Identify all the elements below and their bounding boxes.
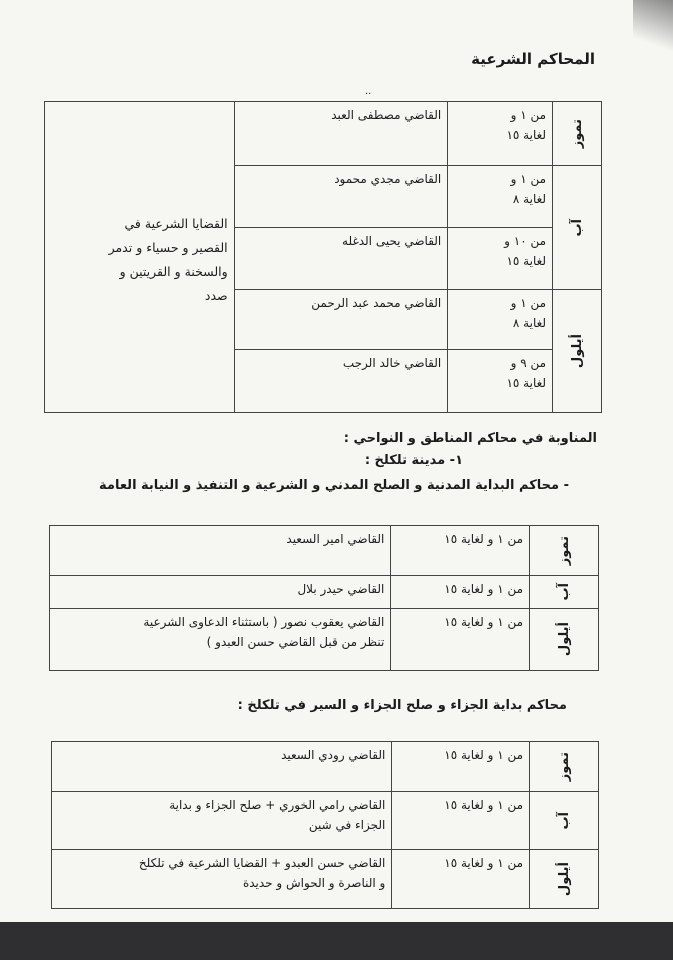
judge-name: القاضي حيدر بلال — [297, 582, 385, 596]
section-heading: محاكم بداية الجزاء و صلح الجزاء و السير في تلكلخ : — [237, 698, 567, 713]
month-label: تموز — [556, 535, 572, 566]
judge-cell — [234, 350, 448, 413]
page-corner-shadow — [633, 0, 673, 60]
range-text: من ١ و لغاية ١٥ — [444, 582, 524, 596]
range-cell — [448, 290, 553, 350]
month-cell — [530, 609, 599, 671]
judge-note: الجزاء في شين — [308, 818, 386, 832]
range-cell — [392, 742, 530, 792]
side-note-line: القضايا الشرعية في — [124, 216, 228, 231]
month-cell — [530, 850, 599, 909]
range-from: من ١ و — [510, 296, 547, 310]
side-note-line: والسخنة و القريتين و — [119, 264, 228, 279]
month-label: أيلول — [556, 861, 572, 897]
judge-name: القاضي امير السعيد — [286, 532, 385, 546]
range-text: من ١ و لغاية ١٥ — [444, 856, 524, 870]
month-label: أيلول — [556, 622, 572, 657]
month-label: أيلول — [569, 333, 585, 369]
month-label: آب — [556, 583, 572, 601]
judge-note: تنظر من قبل القاضي حسن العبدو ) — [206, 635, 385, 649]
judge-name: القاضي حسن العبدو + القضايا الشرعية في تلكلخ — [138, 856, 386, 870]
range-cell — [448, 350, 553, 413]
range-to: لغاية ١٥ — [506, 254, 547, 268]
judge-cell — [234, 228, 448, 290]
month-cell — [530, 526, 599, 576]
month-label: آب — [556, 811, 572, 830]
month-cell — [530, 742, 599, 792]
background-surface — [0, 922, 673, 960]
judge-cell — [234, 166, 448, 228]
courts-subheading: - محاكم البداية المدنية و الصلح المدني و الشرعية و التنفيذ و النيابة العامة — [99, 478, 569, 493]
side-note-line: صدد — [204, 288, 228, 303]
range-from: من ١ و — [510, 108, 547, 122]
judge-name: القاضي مجدي محمود — [334, 172, 442, 186]
month-cell — [553, 102, 602, 166]
judge-cell — [52, 792, 392, 850]
table-sharia-courts — [44, 101, 602, 413]
range-text: من ١ و لغاية ١٥ — [444, 615, 524, 629]
month-label: تموز — [556, 751, 572, 782]
month-label: تموز — [569, 118, 585, 149]
range-from: من ٩ و — [510, 356, 547, 370]
judge-cell — [234, 102, 448, 166]
range-from: من ١ و — [510, 172, 547, 186]
range-cell — [392, 792, 530, 850]
month-cell — [553, 290, 602, 413]
table-civil-courts — [49, 525, 599, 671]
judge-cell — [50, 526, 391, 576]
range-cell — [448, 102, 553, 166]
month-cell — [530, 792, 599, 850]
range-cell — [391, 576, 530, 609]
range-text: من ١ و لغاية ١٥ — [444, 532, 524, 546]
range-to: لغاية ٨ — [512, 316, 547, 330]
judge-cell — [234, 290, 448, 350]
range-cell — [448, 166, 553, 228]
range-cell — [391, 526, 530, 576]
range-text: من ١ و لغاية ١٥ — [444, 748, 524, 762]
range-to: لغاية ١٥ — [506, 128, 547, 142]
range-text: من ١ و لغاية ١٥ — [444, 798, 524, 812]
judge-cell — [50, 609, 391, 671]
judge-cell — [52, 742, 392, 792]
range-to: لغاية ١٥ — [506, 376, 547, 390]
judge-name: القاضي محمد عبد الرحمن — [311, 296, 442, 310]
month-cell — [530, 576, 599, 609]
range-cell — [392, 850, 530, 909]
side-note-line: القصير و حسياء و تدمر — [108, 240, 228, 255]
section-heading: المناوبة في محاكم المناطق و النواحي : — [343, 431, 597, 446]
judge-name: القاضي يحيى الدغله — [342, 234, 442, 248]
range-cell — [448, 228, 553, 290]
judge-name: القاضي خالد الرجب — [342, 356, 442, 370]
judge-name: القاضي رامي الخوري + صلح الجزاء و بداية — [169, 798, 386, 812]
month-cell — [553, 166, 602, 290]
range-from: من ١٠ و — [504, 234, 547, 248]
judge-name: القاضي رودي السعيد — [281, 748, 386, 762]
judge-note: و الناصرة و الحواش و حديدة — [242, 876, 386, 890]
judge-name: القاضي مصطفى العبد — [331, 108, 442, 122]
month-label: آب — [569, 218, 585, 237]
judge-name: القاضي يعقوب نصور ( باستثناء الدعاوى الشرعية — [143, 615, 385, 629]
judge-cell — [52, 850, 392, 909]
dots-mark: .. — [365, 86, 372, 97]
page-title: المحاكم الشرعية — [471, 50, 595, 68]
side-note-cell — [45, 102, 235, 413]
range-to: لغاية ٨ — [512, 192, 547, 206]
judge-cell — [50, 576, 391, 609]
city-heading: ١- مدينة تلكلخ : — [364, 453, 463, 468]
table-criminal-courts — [51, 741, 599, 909]
range-cell — [391, 609, 530, 671]
